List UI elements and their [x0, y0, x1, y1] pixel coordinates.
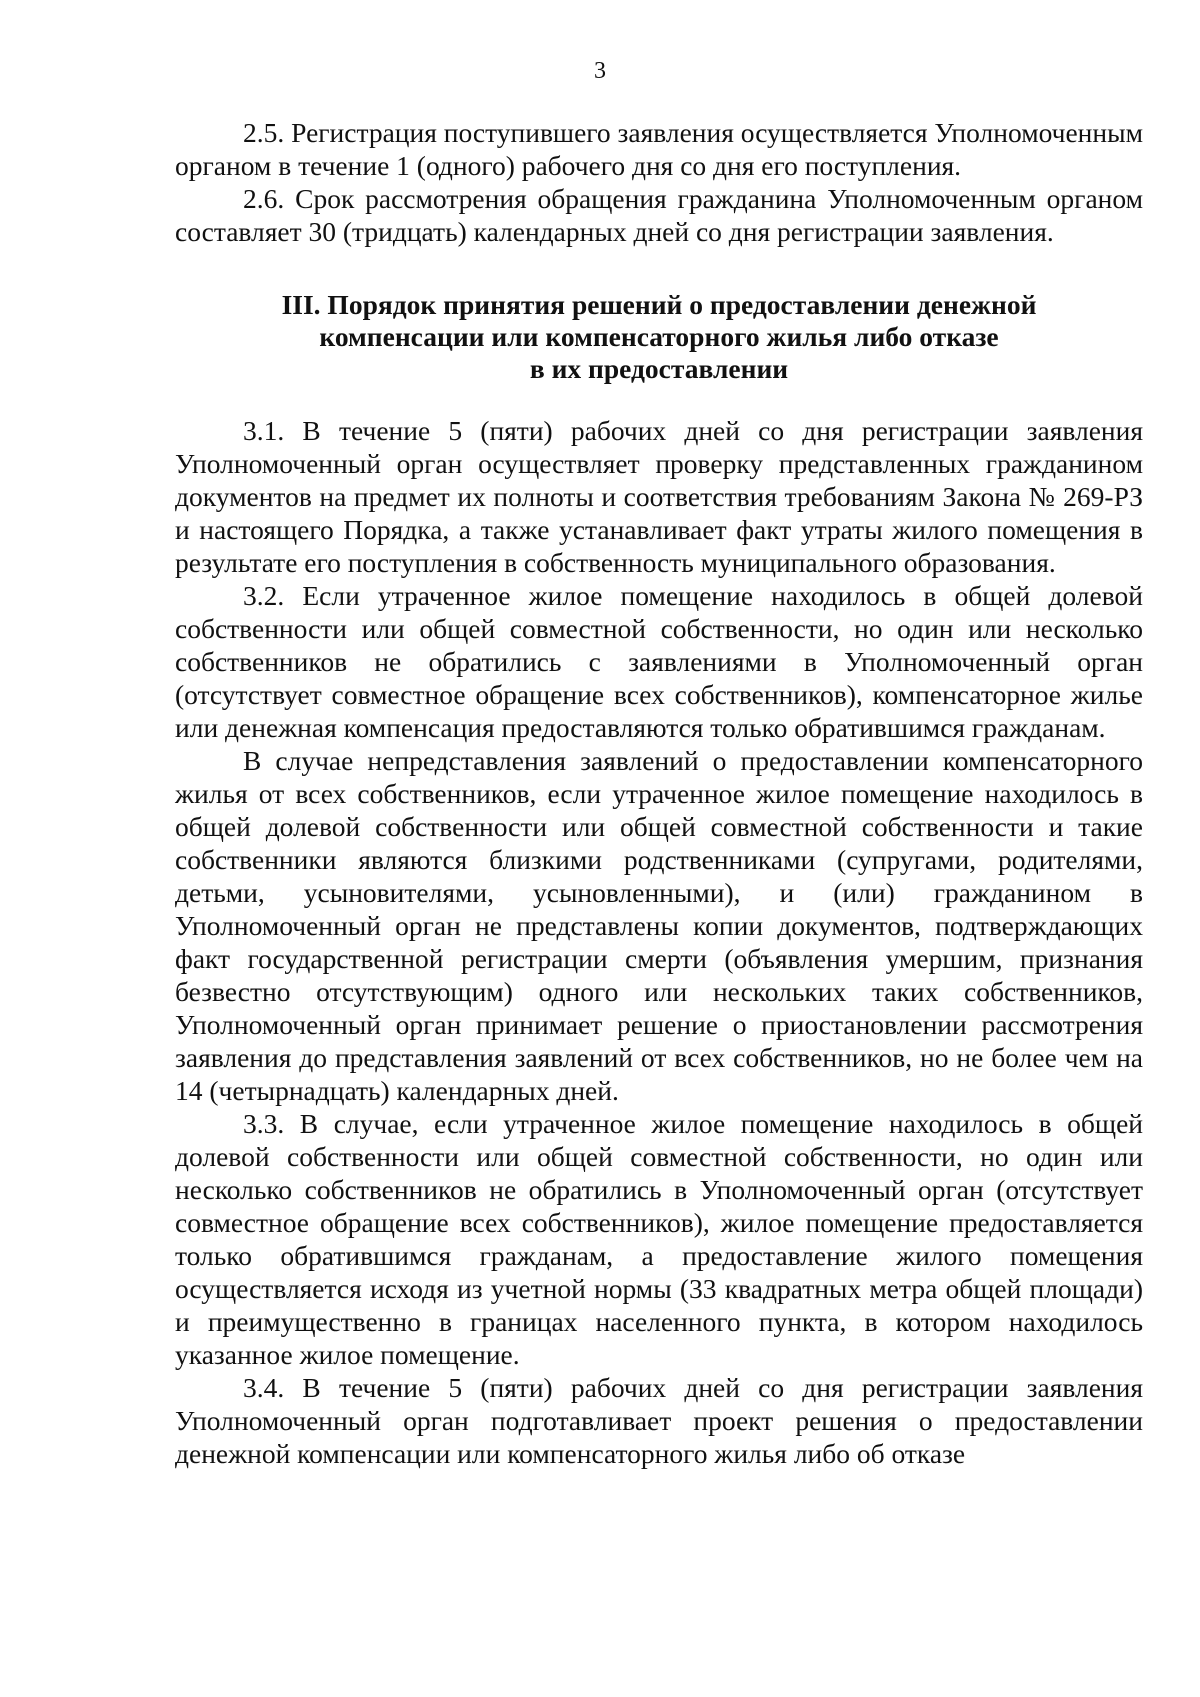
page-number: 3: [594, 58, 606, 84]
paragraph-3-4: 3.4. В течение 5 (пяти) рабочих дней со дня регистрации заявления Уполномоченный орган подготавливает проект решения о предоставлении денежной компенсации или компенсаторного жилья либо об отказе: [175, 1372, 1143, 1469]
document-body: [175, 116, 1143, 1470]
paragraph-2-5: 2.5. Регистрация поступившего заявления осуществляется Уполномоченным органом в течение 1 (одного) рабочего дня со дня его поступления.: [175, 117, 1143, 181]
section-heading-line: III. Порядок принятия решений о предоставлении денежной: [281, 289, 1037, 320]
paragraph-3-2: 3.2. Если утраченное жилое помещение находилось в общей долевой собственности или общей совместной собственности, но один или несколько собственников не обратились с заявлениями в Уполномоченный орган (отсутствует совместное обращение всех собственников), компенсаторное жилье или денежная компенсация предоставляются только обратившимся гражданам.: [175, 580, 1143, 743]
paragraph-3-3: 3.3. В случае, если утраченное жилое помещение находилось в общей долевой собственности или общей совместной собственности, но один или несколько собственников не обратились в Уполномоченный орган (отсутствует совместное обращение всех собственников), жилое помещение предоставляется только обратившимся гражданам, а предоставление жилого помещения осуществляется исходя из учетной нормы (33 квадратных метра общей площади) и преимущественно в границах населенного пункта, в котором находилось указанное жилое помещение.: [175, 1108, 1143, 1370]
section-heading: [175, 289, 1143, 385]
paragraph-2-6: 2.6. Срок рассмотрения обращения гражданина Уполномоченным органом составляет 30 (тридцать) календарных дней со дня регистрации заявления.: [175, 183, 1143, 247]
section-heading-line: в их предоставлении: [529, 353, 789, 384]
paragraph-3-1: 3.1. В течение 5 (пяти) рабочих дней со дня регистрации заявления Уполномоченный орган осуществляет проверку представленных гражданином документов на предмет их полноты и соответствия требованиям Закона № 269-РЗ и настоящего Порядка, а также устанавливает факт утраты жилого помещения в результате его поступления в собственность муниципального образования.: [175, 415, 1143, 578]
section-heading-line: компенсации или компенсаторного жилья либо отказе: [319, 321, 999, 352]
paragraph-3-2-continued: В случае непредставления заявлений о предоставлении компенсаторного жилья от всех собственников, если утраченное жилое помещение находилось в общей долевой собственности или общей совместной собственности и такие собственники являются близкими родственниками (супругами, родителями, детьми, усыновителями, усыновленными), и (или) гражданином в Уполномоченный орган не представлены копии документов, подтверждающих факт государственной регистрации смерти (объявления умершим, признания безвестно отсутствующим) одного или нескольких таких собственников, Уполномоченный орган принимает решение о приостановлении рассмотрения заявления до представления заявлений от всех собственников, но не более чем на 14 (четырнадцать) календарных дней.: [175, 745, 1143, 1106]
